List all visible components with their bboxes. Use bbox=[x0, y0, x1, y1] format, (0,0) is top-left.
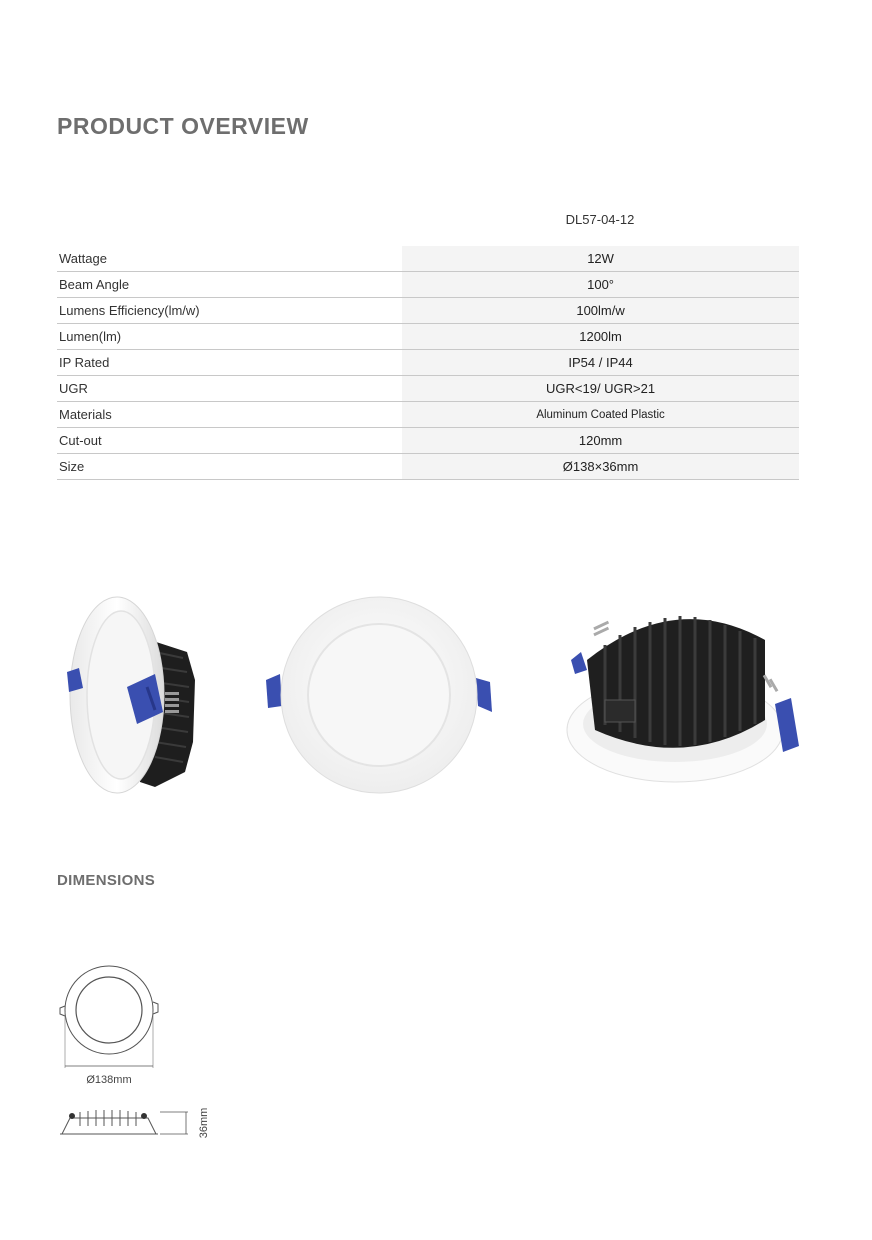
spec-label: Beam Angle bbox=[57, 272, 402, 298]
spec-value: 12W bbox=[402, 246, 799, 272]
dimensions-title: DIMENSIONS bbox=[57, 872, 156, 889]
table-row bbox=[57, 298, 799, 324]
table-row bbox=[57, 272, 799, 298]
table-row bbox=[57, 376, 799, 402]
dimensions-drawing bbox=[56, 960, 226, 1150]
product-photo-side bbox=[55, 592, 205, 802]
spec-label: Cut-out bbox=[57, 428, 402, 454]
table-row bbox=[57, 428, 799, 454]
spec-value: 120mm bbox=[402, 428, 799, 454]
height-label: 36mm bbox=[198, 1107, 210, 1139]
spec-value: IP54 / IP44 bbox=[402, 350, 799, 376]
spec-label: Lumen(lm) bbox=[57, 324, 402, 350]
spec-label: Materials bbox=[57, 402, 402, 428]
diameter-label: Ø138mm bbox=[86, 1074, 132, 1086]
spec-label: Size bbox=[57, 454, 402, 480]
spec-label: Wattage bbox=[57, 246, 402, 272]
spec-value: Aluminum Coated Plastic bbox=[402, 402, 799, 428]
product-photo-front bbox=[262, 596, 498, 796]
product-photo-rear bbox=[565, 600, 805, 790]
spec-value: 100° bbox=[402, 272, 799, 298]
table-row bbox=[57, 402, 799, 428]
spec-label: IP Rated bbox=[57, 350, 402, 376]
spec-value: 100lm/w bbox=[402, 298, 799, 324]
table-row bbox=[57, 350, 799, 376]
spec-value: 1200lm bbox=[402, 324, 799, 350]
table-row bbox=[57, 324, 799, 350]
model-number: DL57-04-12 bbox=[565, 212, 635, 227]
spec-value: Ø138×36mm bbox=[402, 454, 799, 480]
page-title: PRODUCT OVERVIEW bbox=[57, 113, 309, 139]
spec-label: Lumens Efficiency(lm/w) bbox=[57, 298, 402, 324]
spec-table bbox=[57, 246, 799, 480]
spec-label: UGR bbox=[57, 376, 402, 402]
spec-value: UGR<19/ UGR>21 bbox=[402, 376, 799, 402]
table-row bbox=[57, 454, 799, 480]
table-row bbox=[57, 246, 799, 272]
